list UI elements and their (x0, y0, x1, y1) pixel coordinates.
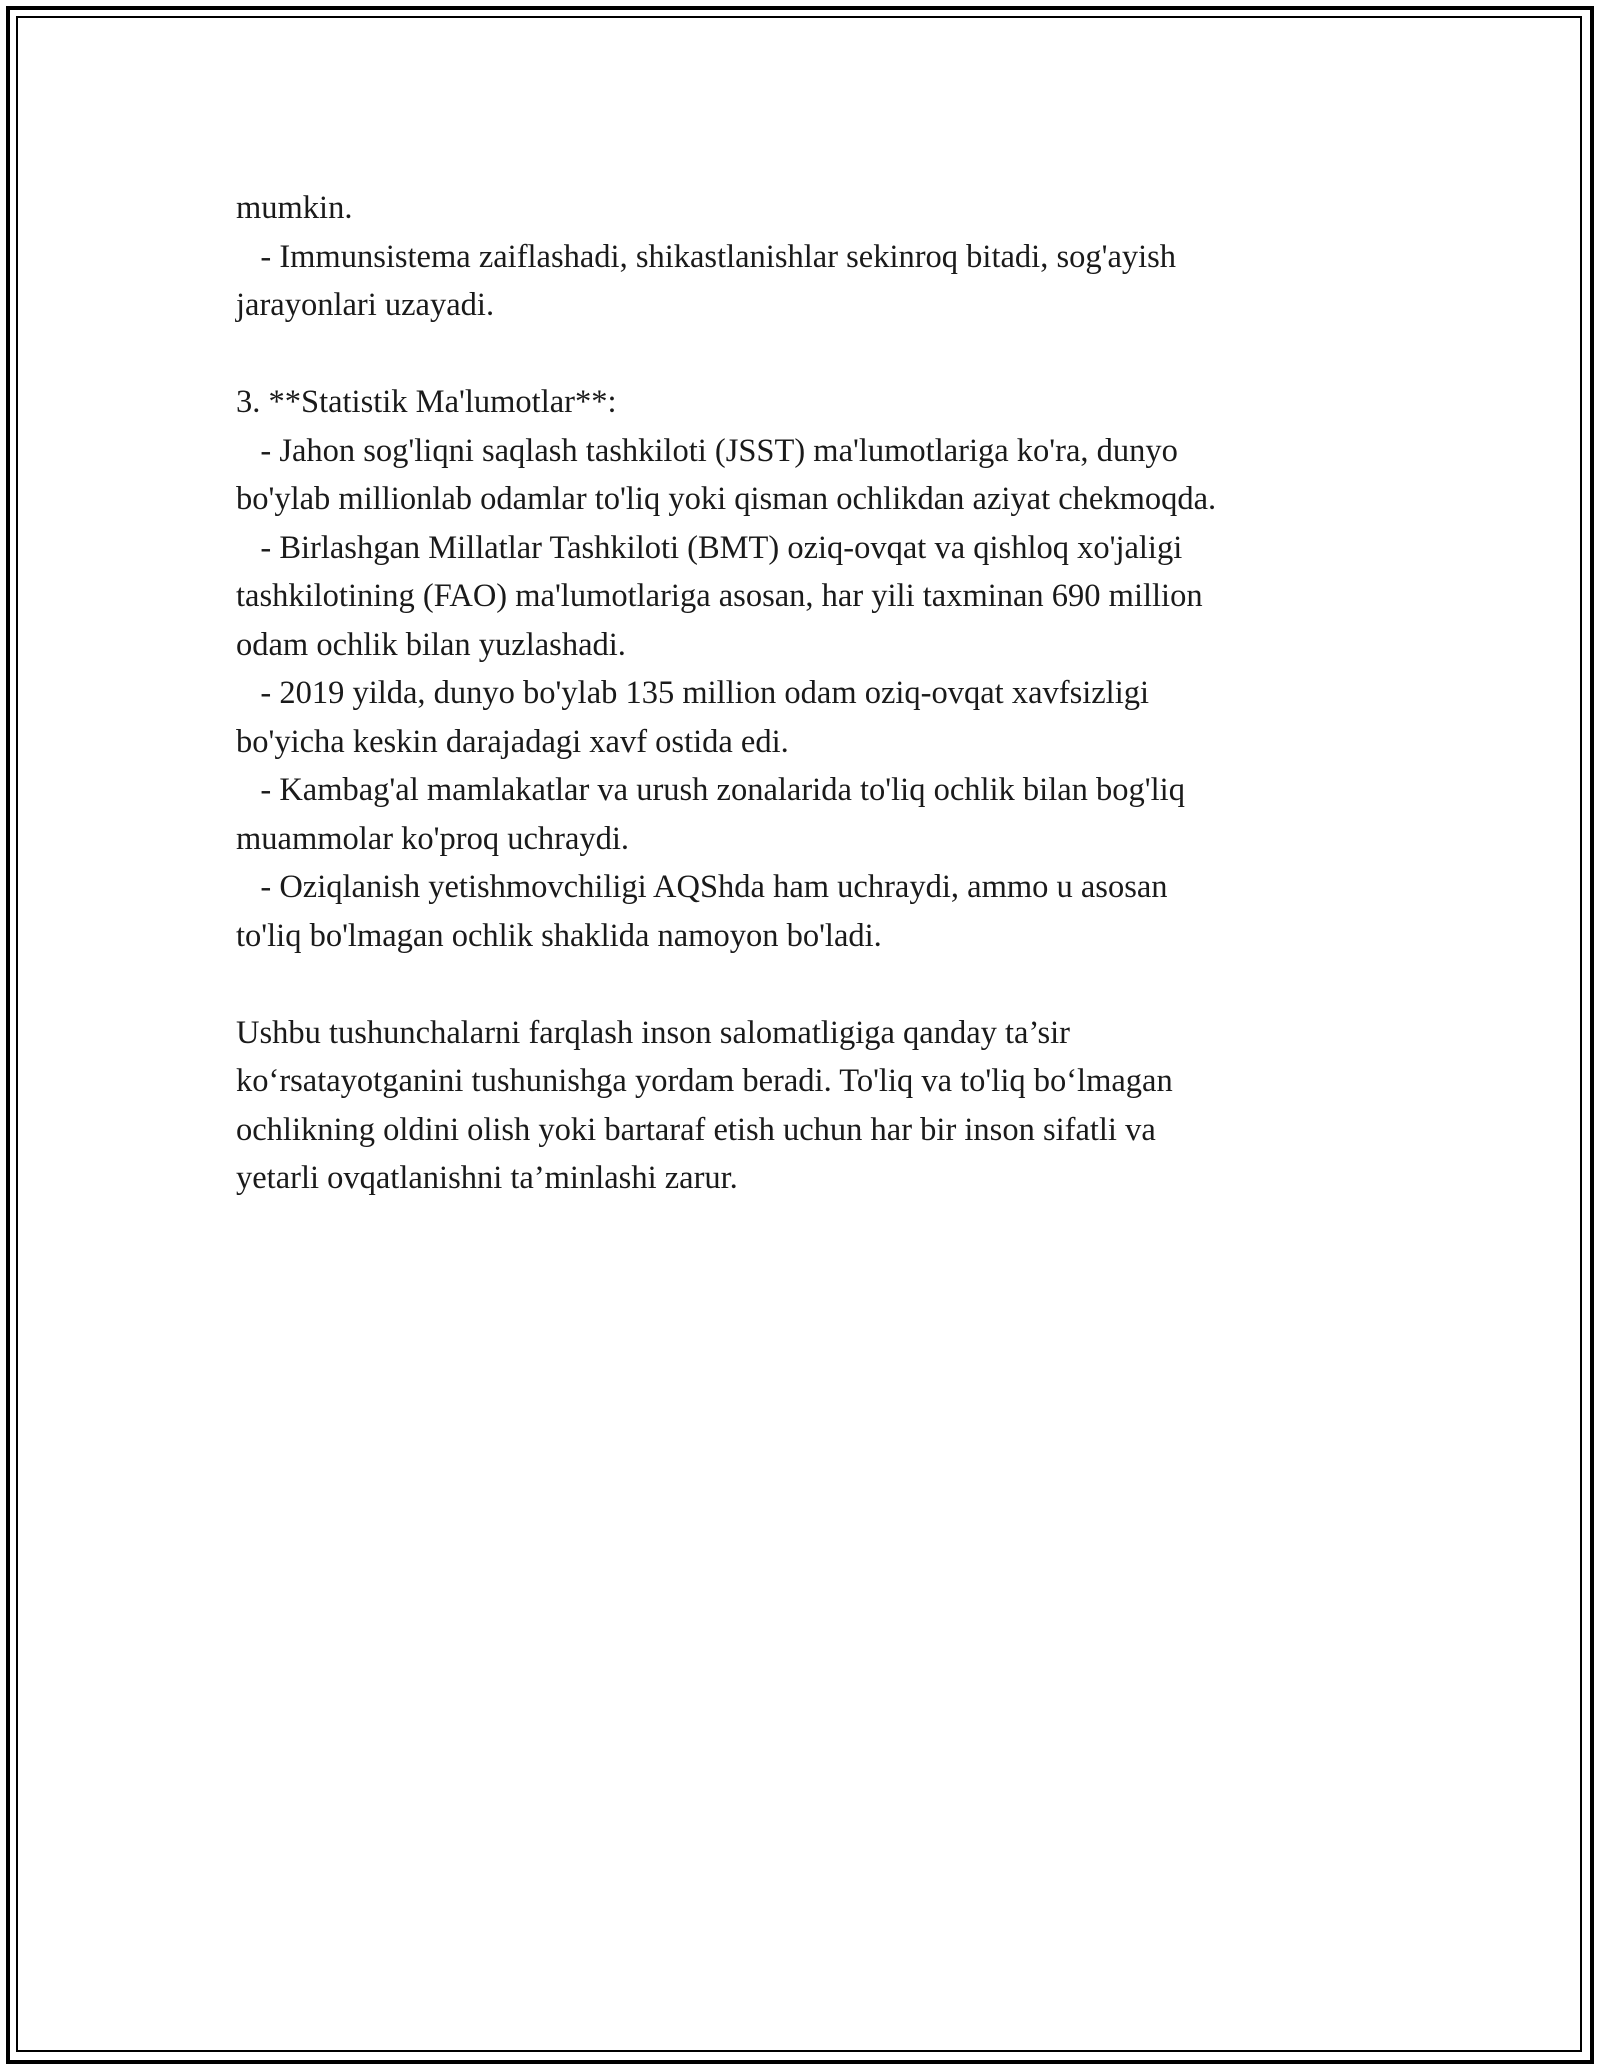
text-line: - Oziqlanish yetishmovchiligi AQShda ham uchraydi, ammo u asosan (236, 869, 1168, 905)
text-line: ochlikning oldini olish yoki bartaraf etish uchun har bir inson sifatli va (236, 1111, 1156, 1148)
document-body (236, 184, 1376, 1203)
text-line: - Kambag'al mamlakatlar va urush zonalarida to'liq ochlik bilan bog'liq (236, 772, 1185, 808)
text-line: Ushbu tushunchalarni farqlash inson salomatligiga qanday ta’sir (236, 1014, 1070, 1051)
text-line: - 2019 yilda, dunyo bo'ylab 135 million odam oziq-ovqat xavfsizligi (236, 675, 1150, 711)
text-line: jarayonlari uzayadi. (236, 287, 495, 323)
text-line: yetarli ovqatlanishni ta’minlashi zarur. (236, 1160, 738, 1196)
text-line: ko‘rsatayotganini tushunishga yordam beradi. To'liq va to'liq bo‘lmagan (236, 1063, 1173, 1099)
text-line: tashkilotining (FAO) ma'lumotlariga asosan, har yili taxminan 690 million (236, 578, 1203, 614)
text-line: bo'ylab millionlab odamlar to'liq yoki qisman ochlikdan aziyat chekmoqda. (236, 481, 1217, 517)
blank-line (236, 330, 1376, 379)
blank-line (236, 960, 1376, 1009)
text-line: muammolar ko'proq uchraydi. (236, 820, 630, 857)
text-line: to'liq bo'lmagan ochlik shaklida namoyon bo'ladi. (236, 917, 882, 954)
text-line: - Immunsistema zaiflashadi, shikastlanishlar sekinroq bitadi, sog'ayish (236, 238, 1177, 275)
section-heading: 3. **Statistik Ma'lumotlar**: (236, 384, 617, 420)
text-line: odam ochlik bilan yuzlashadi. (236, 626, 626, 663)
text-line: - Jahon sog'liqni saqlash tashkiloti (JSST) ma'lumotlariga ko'ra, dunyo (236, 432, 1178, 469)
text-line: bo'yicha keskin darajadagi xavf ostida edi. (236, 723, 789, 760)
text-line: - Birlashgan Millatlar Tashkiloti (BMT) oziq-ovqat va qishloq xo'jaligi (236, 529, 1183, 566)
text-line: mumkin. (236, 190, 353, 226)
